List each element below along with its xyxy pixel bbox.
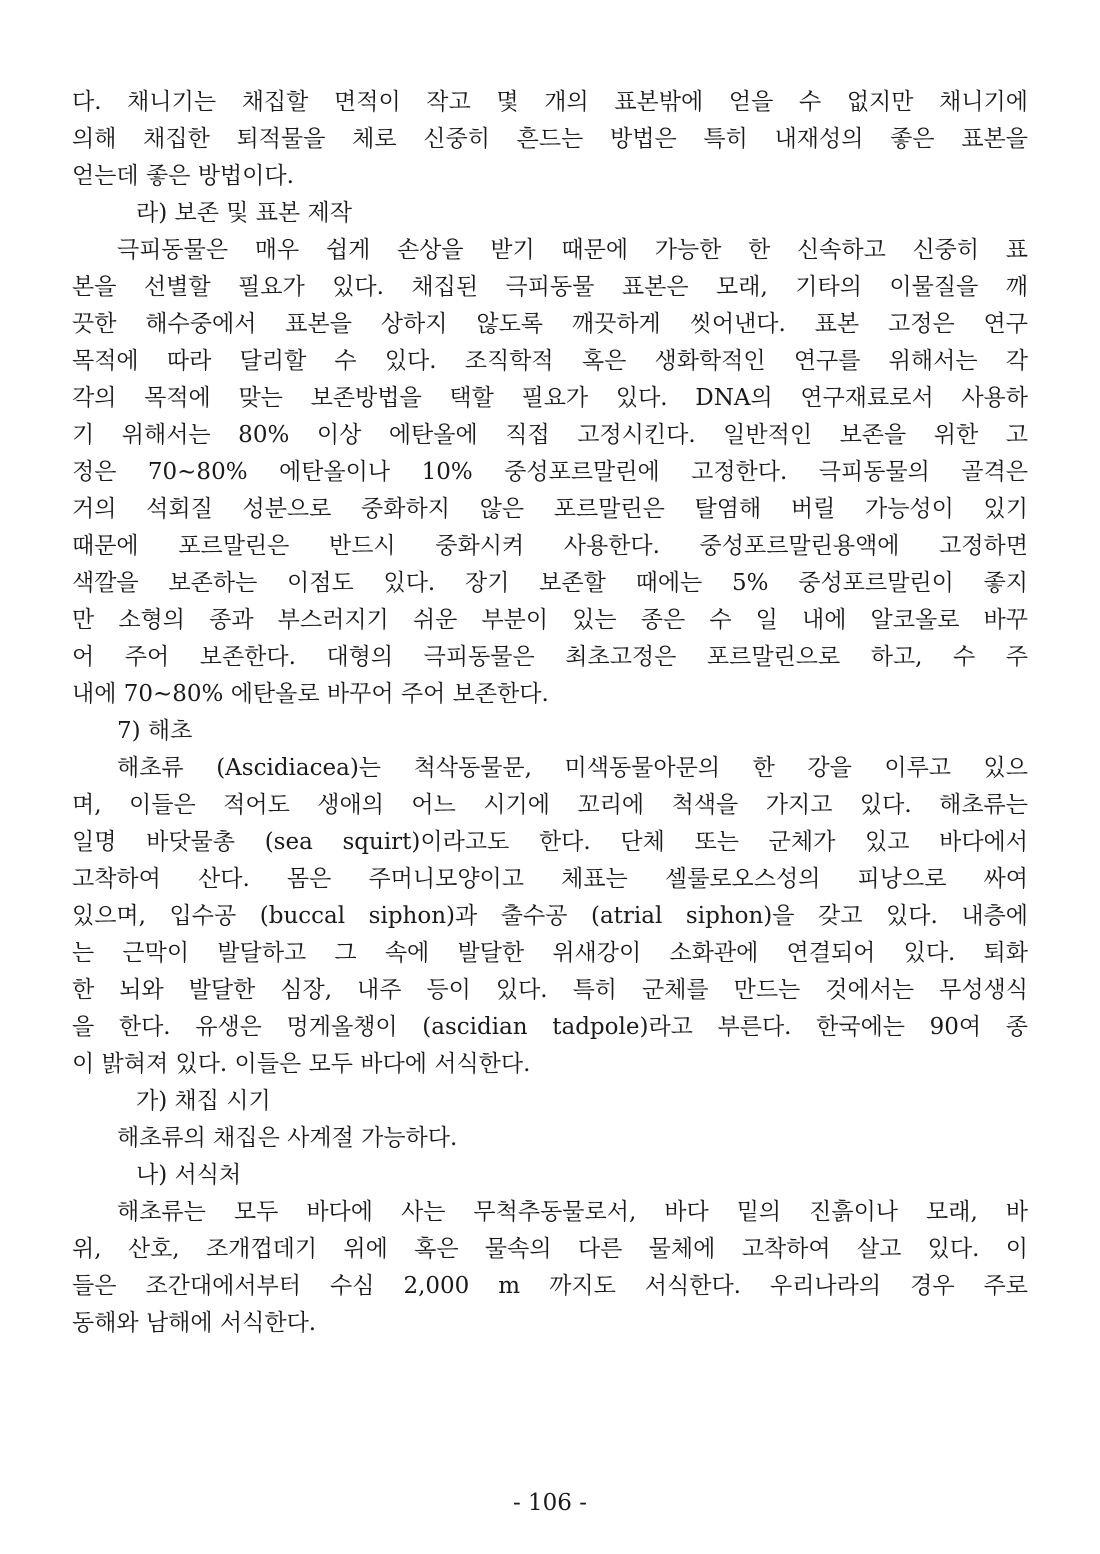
text-line: 며, 이들은 적어도 생애의 어느 시기에 꼬리에 척색을 가지고 있다. 해초류는 xyxy=(72,792,1028,818)
subheading: 가) 채집 시기 xyxy=(136,1088,271,1114)
text-line: 이 밝혀져 있다. 이들은 모두 바다에 서식한다. xyxy=(72,1051,531,1077)
text-line: 해초류의 채집은 사계절 가능하다. xyxy=(117,1125,458,1151)
text-line: 들은 조간대에서부터 수심 2,000 m 까지도 서식한다. 우리나라의 경우 주로 xyxy=(72,1273,1028,1299)
text-line: 의해 채집한 퇴적물을 체로 신중히 흔드는 방법은 특히 내재성의 좋은 표본을 xyxy=(72,126,1028,152)
text-line: 위, 산호, 조개껍데기 위에 혹은 물속의 다른 물체에 고착하여 살고 있다. 이 xyxy=(72,1236,1028,1262)
text-line: 때문에 포르말린은 반드시 중화시켜 사용한다. 중성포르말린용액에 고정하면 xyxy=(72,533,1028,559)
text-line: 을 한다. 유생은 멍게올챙이 (ascidian tadpole)라고 부른다. 한국에는 90여 종 xyxy=(72,1014,1028,1040)
text-line: 끗한 해수중에서 표본을 상하지 않도록 깨끗하게 씻어낸다. 표본 고정은 연구 xyxy=(72,311,1028,337)
text-line: 목적에 따라 달리할 수 있다. 조직학적 혹은 생화학적인 연구를 위해서는 각 xyxy=(72,348,1028,374)
subheading: 나) 서식처 xyxy=(136,1162,242,1188)
text-line: 극피동물은 매우 쉽게 손상을 받기 때문에 가능한 한 신속하고 신중히 표 xyxy=(117,237,1028,263)
text-line: 한 뇌와 발달한 심장, 내주 등이 있다. 특히 군체를 만드는 것에서는 무성생식 xyxy=(72,977,1028,1003)
text-line: 해초류 (Ascidiacea)는 척삭동물문, 미색동물아문의 한 강을 이루고 있으 xyxy=(117,755,1028,781)
text-line: 거의 석회질 성분으로 중화하지 않은 포르말린은 탈염해 버릴 가능성이 있기 xyxy=(72,496,1028,522)
text-line: 동해와 남해에 서식한다. xyxy=(72,1310,317,1336)
text-line: 다. 채니기는 채집할 면적이 작고 몇 개의 표본밖에 얻을 수 없지만 채니기에 xyxy=(72,89,1028,115)
text-line: 정은 70∼80% 에탄올이나 10% 중성포르말린에 고정한다. 극피동물의 골격은 xyxy=(72,459,1028,485)
text-line: 얻는데 좋은 방법이다. xyxy=(72,163,294,189)
body-text xyxy=(72,84,1028,1342)
text-line: 해초류는 모두 바다에 사는 무척추동물로서, 바다 밑의 진흙이나 모래, 바 xyxy=(117,1199,1028,1225)
text-line: 는 근막이 발달하고 그 속에 발달한 위새강이 소화관에 연결되어 있다. 퇴화 xyxy=(72,940,1028,966)
text-line: 일명 바닷물총 (sea squirt)이라고도 한다. 단체 또는 군체가 있고 바다에서 xyxy=(72,829,1028,855)
text-line: 있으며, 입수공 (buccal siphon)과 출수공 (atrial siphon)을 갖고 있다. 내층에 xyxy=(72,903,1028,929)
text-line: 고착하여 산다. 몸은 주머니모양이고 체표는 셀룰로오스성의 피낭으로 싸여 xyxy=(72,866,1028,892)
text-line: 어 주어 보존한다. 대형의 극피동물은 최초고정은 포르말린으로 하고, 수 주 xyxy=(72,644,1028,670)
page-number: - 106 - xyxy=(512,1490,588,1516)
text-line: 기 위해서는 80% 이상 에탄올에 직접 고정시킨다. 일반적인 보존을 위한 고 xyxy=(72,422,1028,448)
text-line: 만 소형의 종과 부스러지기 쉬운 부분이 있는 종은 수 일 내에 알코올로 바꾸 xyxy=(72,607,1028,633)
text-line: 색깔을 보존하는 이점도 있다. 장기 보존할 때에는 5% 중성포르말린이 좋지 xyxy=(72,570,1028,596)
subheading: 라) 보존 및 표본 제작 xyxy=(136,200,352,226)
text-line: 내에 70∼80% 에탄올로 바꾸어 주어 보존한다. xyxy=(72,681,549,707)
text-line: 각의 목적에 맞는 보존방법을 택할 필요가 있다. DNA의 연구재료로서 사용하 xyxy=(72,385,1028,411)
section-heading: 7) 해초 xyxy=(117,718,193,744)
text-line: 본을 선별할 필요가 있다. 채집된 극피동물 표본은 모래, 기타의 이물질을 깨 xyxy=(72,274,1028,300)
